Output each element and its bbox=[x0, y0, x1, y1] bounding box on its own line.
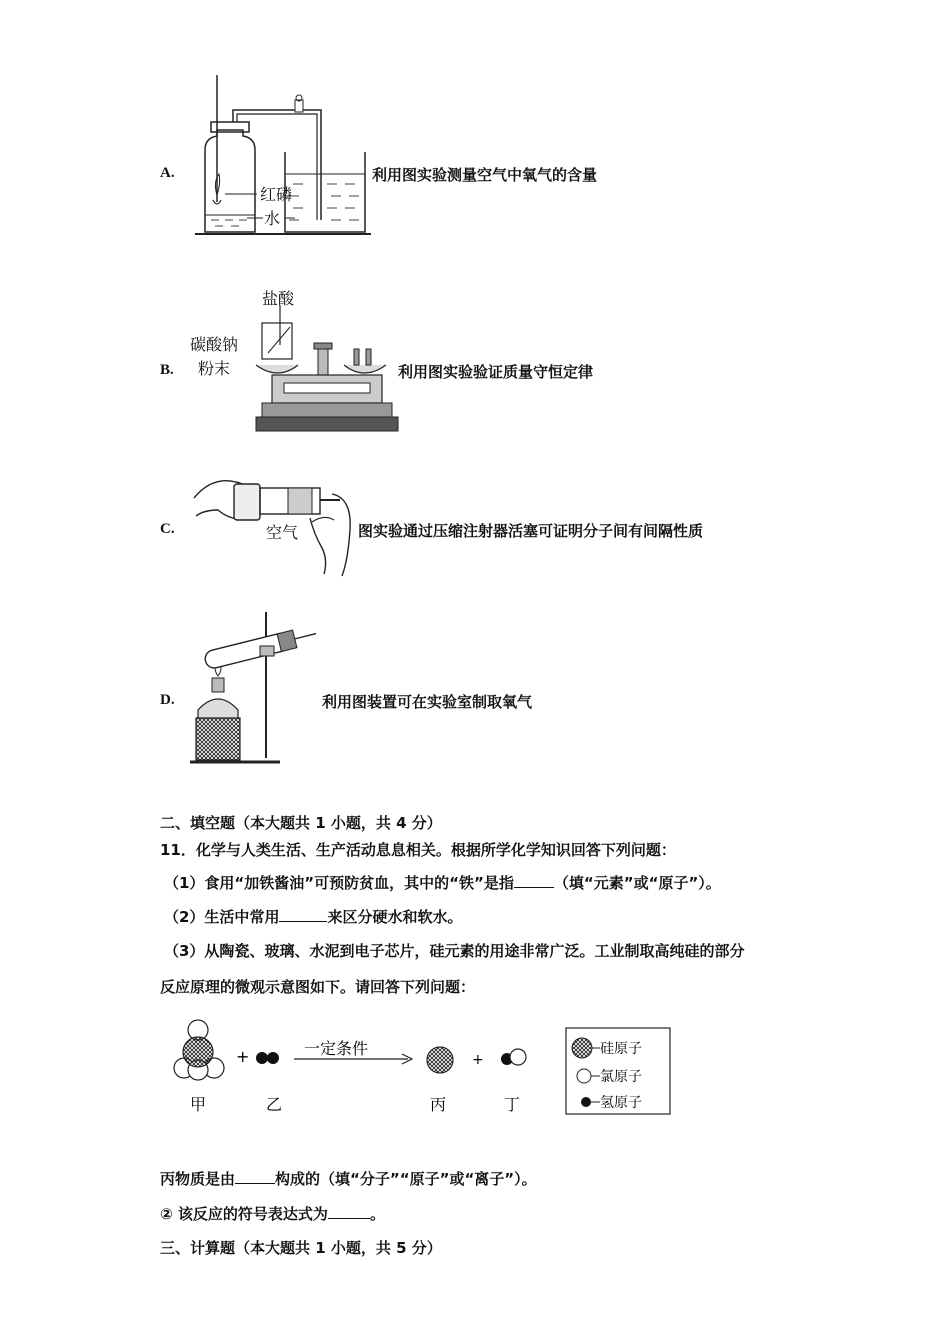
option-d-figure bbox=[190, 610, 325, 770]
option-a-text: 利用图实验测量空气中氧气的含量 bbox=[372, 166, 598, 184]
molecule-jia bbox=[174, 1020, 224, 1080]
molecule-bing bbox=[427, 1047, 453, 1073]
section-3-title: 三、计算题（本大题共 1 小题，共 5 分） bbox=[160, 1239, 442, 1257]
label-red-phosphorus: 红磷 bbox=[260, 185, 293, 204]
question-11-part-1 bbox=[164, 872, 721, 893]
part-2-suffix: 来区分硬水和软水。 bbox=[327, 908, 463, 926]
answer-blank-4[interactable] bbox=[328, 1204, 370, 1219]
option-b-figure bbox=[248, 305, 398, 435]
reaction-condition: 一定条件 bbox=[304, 1039, 369, 1058]
label-sodium-carbonate: 碳酸钠 bbox=[190, 335, 239, 354]
label-hydrochloric-acid: 盐酸 bbox=[262, 289, 295, 308]
part-1-suffix: （填“元素”或“原子”）。 bbox=[553, 874, 721, 892]
label-water: 水 bbox=[264, 209, 281, 228]
label-powder: 粉末 bbox=[198, 359, 231, 378]
legend-chlorine: 氯原子 bbox=[600, 1069, 642, 1085]
option-a-letter: A. bbox=[160, 165, 175, 181]
part-2-prefix: （2）生活中常用 bbox=[164, 908, 280, 926]
name-ding: 丁 bbox=[504, 1095, 521, 1114]
option-c-text: 图实验通过压缩注射器活塞可证明分子间有间隔性质 bbox=[358, 522, 704, 540]
answer-blank-2[interactable] bbox=[279, 907, 327, 922]
question-11-part-3-line-1: （3）从陶瓷、玻璃、水泥到电子芯片，硅元素的用途非常广泛。工业制取高纯硅的部分 bbox=[164, 942, 745, 960]
part-1-prefix: （1）食用“加铁酱油”可预防贫血，其中的“铁”是指 bbox=[164, 874, 514, 892]
name-bing: 丙 bbox=[430, 1095, 447, 1114]
reaction-diagram bbox=[168, 1018, 678, 1118]
option-d-text: 利用图装置可在实验室制取氧气 bbox=[322, 693, 533, 711]
option-b-letter: B. bbox=[160, 362, 174, 378]
legend bbox=[566, 1028, 670, 1114]
option-c-letter: C. bbox=[160, 521, 175, 537]
molecule-yi bbox=[256, 1052, 279, 1064]
name-yi: 乙 bbox=[266, 1095, 283, 1114]
sub-1-suffix: 构成的（填“分子”“原子”或“离子”）。 bbox=[275, 1170, 537, 1188]
label-air: 空气 bbox=[266, 523, 299, 542]
option-b-text: 利用图实验验证质量守恒定律 bbox=[398, 363, 594, 381]
question-11-stem: 11．化学与人类生活、生产活动息息相关。根据所学化学知识回答下列问题： bbox=[160, 841, 676, 859]
question-11-part-2 bbox=[164, 906, 462, 927]
section-2-title: 二、填空题（本大题共 1 小题，共 4 分） bbox=[160, 814, 442, 832]
plus-sign-2: + bbox=[472, 1052, 484, 1068]
legend-hydrogen: 氢原子 bbox=[600, 1095, 642, 1111]
sub-2-prefix: ② 该反应的符号表达式为 bbox=[160, 1205, 328, 1223]
answer-blank-1[interactable] bbox=[514, 873, 554, 888]
option-d-letter: D. bbox=[160, 692, 175, 708]
molecule-ding bbox=[501, 1049, 526, 1065]
answer-blank-3[interactable] bbox=[235, 1169, 275, 1184]
sub-1-prefix: 丙物质是由 bbox=[160, 1170, 236, 1188]
sub-question-1 bbox=[160, 1168, 537, 1189]
plus-sign-1: + bbox=[236, 1047, 250, 1066]
name-jia: 甲 bbox=[190, 1095, 207, 1114]
sub-question-2 bbox=[160, 1203, 385, 1224]
question-11-part-3-line-2: 反应原理的微观示意图如下。请回答下列问题： bbox=[160, 978, 476, 996]
sub-2-suffix: 。 bbox=[369, 1205, 385, 1223]
legend-silicon: 硅原子 bbox=[600, 1041, 642, 1057]
